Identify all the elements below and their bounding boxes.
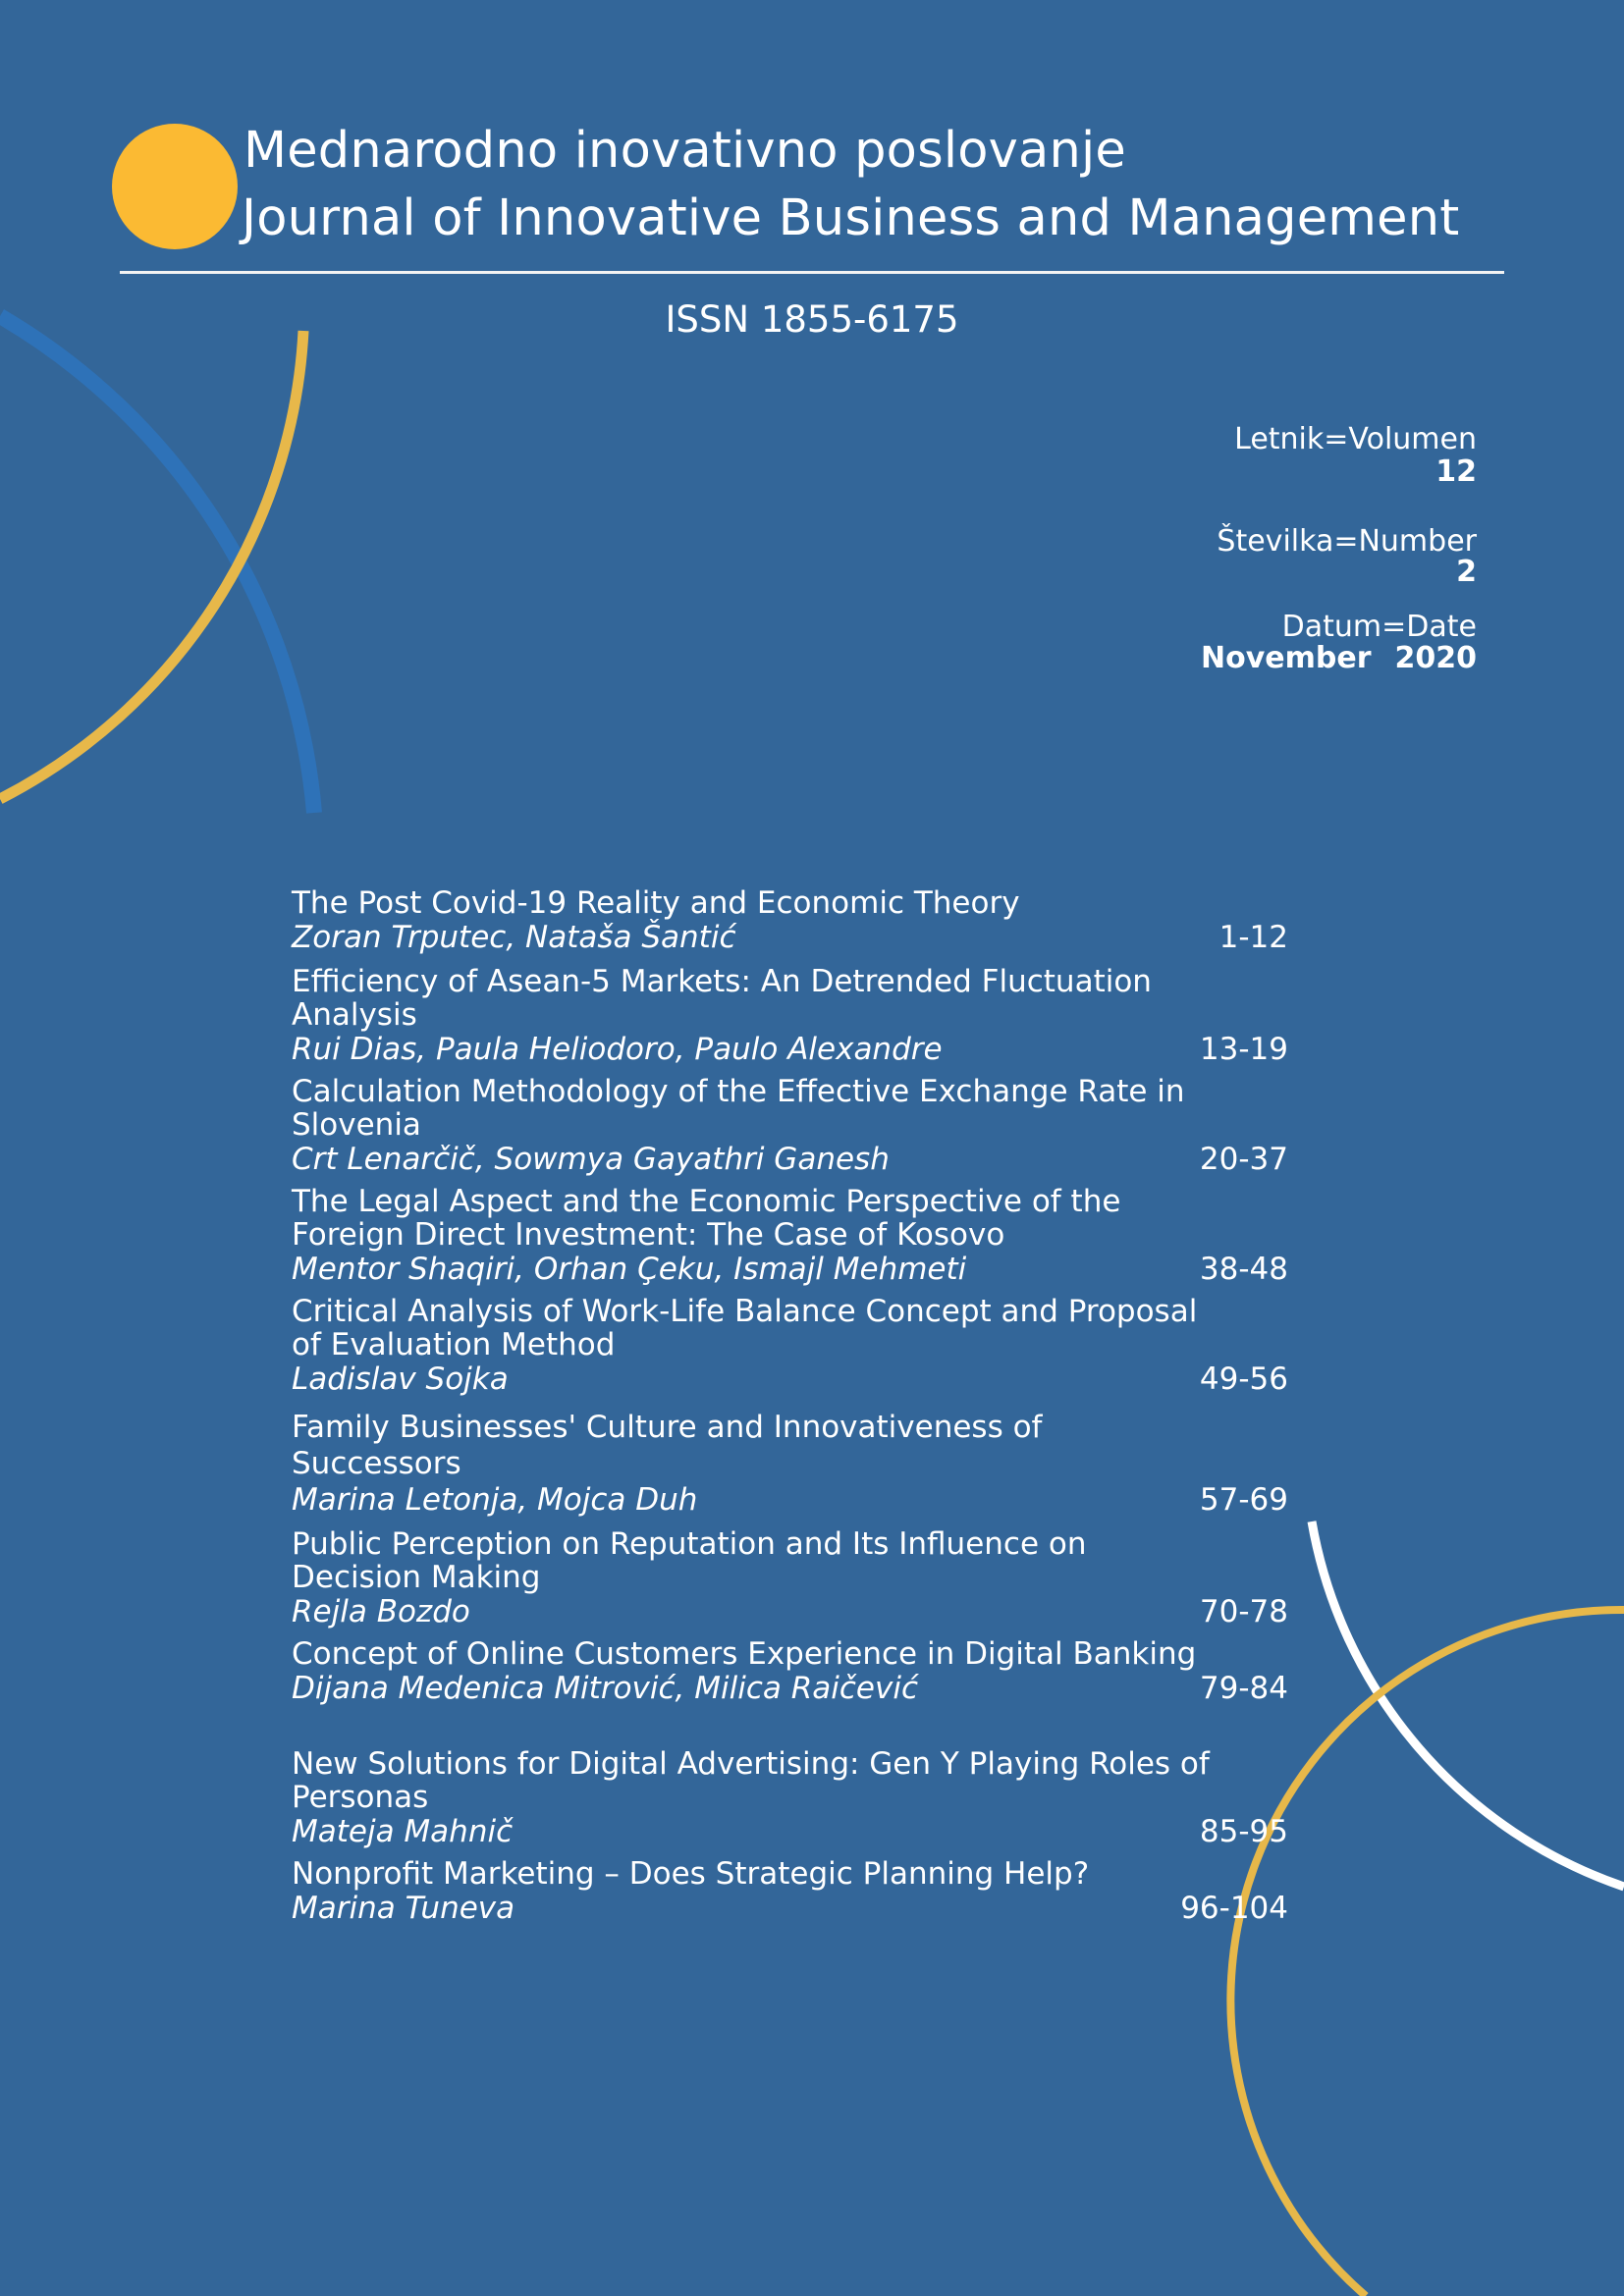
article-pages: 13-19 (1199, 1032, 1288, 1067)
article-footer (292, 1814, 1288, 1849)
article-footer (292, 920, 1288, 955)
article-pages: 57-69 (1199, 1482, 1288, 1518)
issue-year: 2020 (1394, 641, 1477, 675)
number-label: Številka=Number (1217, 524, 1477, 559)
yellow-dot-logo (112, 124, 238, 249)
article-footer (292, 1891, 1288, 1926)
article-authors: Marina Tuneva (292, 1891, 515, 1926)
article-title: Concept of Online Customers Experience in Digital Banking (292, 1636, 1197, 1672)
volume-label: Letnik=Volumen (1234, 422, 1477, 456)
article-authors: Dijana Medenica Mitrović, Milica Raičević (292, 1671, 918, 1706)
volume-value: 12 (1435, 454, 1477, 489)
issn-label: ISSN 1855-6175 (665, 298, 959, 341)
article-footer (292, 1482, 1288, 1518)
article-pages: 96-104 (1180, 1891, 1288, 1926)
article-footer (292, 1362, 1288, 1397)
article-footer (292, 1032, 1288, 1067)
article-pages: 20-37 (1199, 1142, 1288, 1177)
toc-entry[interactable] (292, 1747, 1288, 1849)
article-pages: 70-78 (1199, 1594, 1288, 1629)
toc-entry[interactable] (292, 1637, 1288, 1706)
toc-entry[interactable] (292, 1075, 1288, 1177)
title-divider (120, 271, 1504, 274)
article-pages: 38-48 (1199, 1252, 1288, 1287)
toc-entry[interactable] (292, 1185, 1288, 1287)
journal-title-slovene: Mednarodno inovativno poslovanje (244, 122, 1126, 180)
article-pages: 1-12 (1218, 920, 1288, 955)
article-title: Nonprofit Marketing – Does Strategic Planning Help? (292, 1856, 1090, 1892)
article-authors: Rui Dias, Paula Heliodoro, Paulo Alexandre (292, 1032, 943, 1067)
article-authors: Marina Letonja, Mojca Duh (292, 1482, 698, 1518)
number-value: 2 (1456, 555, 1477, 589)
article-authors: Zoran Trputec, Nataša Šantić (292, 920, 736, 955)
article-authors: Rejla Bozdo (292, 1594, 470, 1629)
article-title: Public Perception on Reputation and Its Influence on Decision Making (292, 1526, 1087, 1595)
gold-arc-top-left (0, 331, 303, 799)
article-pages: 79-84 (1199, 1671, 1288, 1706)
article-authors: Crt Lenarčič, Sowmya Gayathri Ganesh (292, 1142, 890, 1177)
toc-entry[interactable] (292, 965, 1288, 1067)
journal-title-english: Journal of Innovative Business and Management (242, 189, 1460, 247)
article-authors: Mateja Mahnič (292, 1814, 514, 1849)
article-pages: 85-95 (1199, 1814, 1288, 1849)
white-arc-bottom-right (1312, 1522, 1624, 1887)
blue-arc-top-left (0, 316, 314, 813)
article-title: Family Businesses' Culture and Innovativeness of Successors (292, 1410, 1043, 1481)
article-footer (292, 1671, 1288, 1706)
article-footer (292, 1594, 1288, 1629)
article-title: Efficiency of Asean-5 Markets: An Detrended Fluctuation Analysis (292, 964, 1152, 1033)
article-footer (292, 1252, 1288, 1287)
toc-entry[interactable] (292, 1410, 1288, 1518)
issue-month: November (1201, 641, 1372, 675)
toc-entry[interactable] (292, 1295, 1288, 1397)
article-pages: 49-56 (1199, 1362, 1288, 1397)
article-title: The Post Covid-19 Reality and Economic Theory (292, 885, 1020, 921)
article-authors: Mentor Shaqiri, Orhan Çeku, Ismajl Mehmeti (292, 1252, 967, 1287)
toc-entry[interactable] (292, 886, 1288, 955)
article-footer (292, 1142, 1288, 1177)
article-title: New Solutions for Digital Advertising: Gen Y Playing Roles of Personas (292, 1746, 1210, 1815)
toc-entry[interactable] (292, 1857, 1288, 1926)
gold-arc-bottom-right (1230, 1610, 1624, 2296)
article-title: Critical Analysis of Work-Life Balance Concept and Proposal of Evaluation Method (292, 1294, 1198, 1362)
article-title: The Legal Aspect and the Economic Perspective of the Foreign Direct Investment: The Case of Kosovo (292, 1184, 1121, 1253)
article-authors: Ladislav Sojka (292, 1362, 509, 1397)
article-title: Calculation Methodology of the Effective Exchange Rate in Slovenia (292, 1074, 1185, 1143)
toc-entry[interactable] (292, 1527, 1288, 1629)
date-label: Datum=Date (1281, 610, 1477, 644)
date-value (1201, 641, 1477, 676)
